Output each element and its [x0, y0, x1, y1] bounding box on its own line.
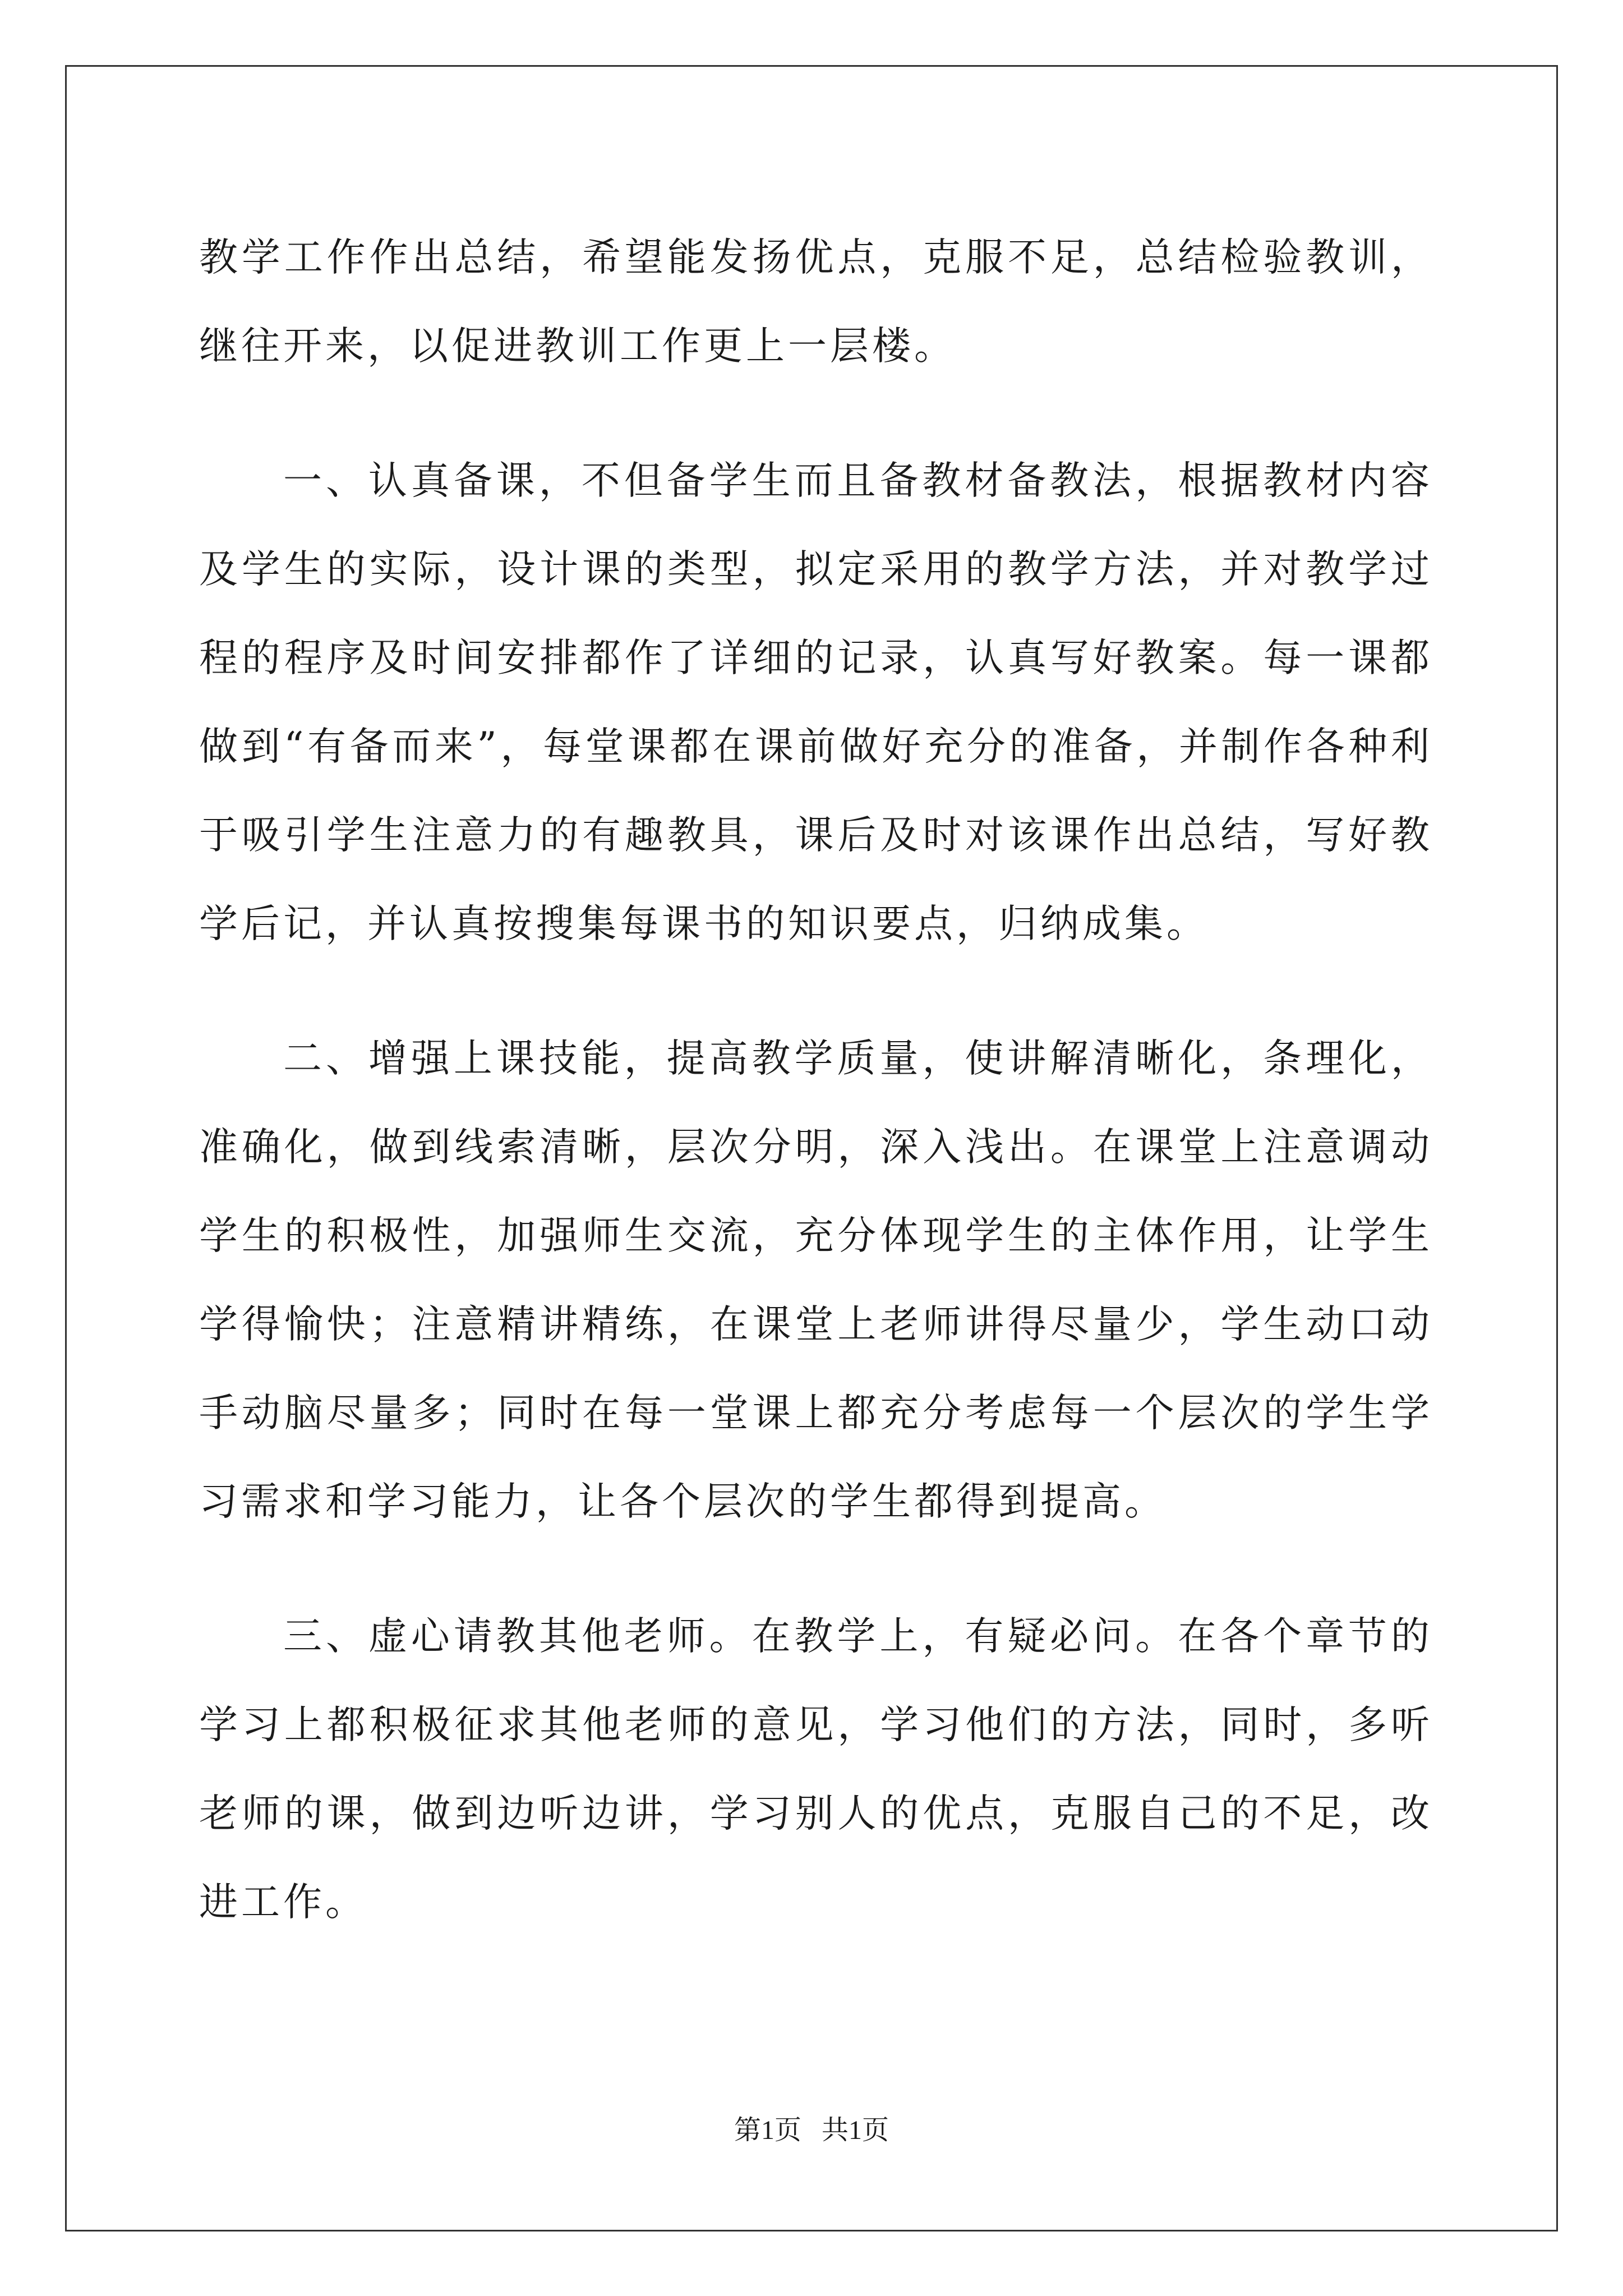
- page-number-footer: 第1页 共1页: [734, 2115, 889, 2145]
- paragraph-intro: 教学工作作出总结，希望能发扬优点，克服不足，总结检验教训，继往开来，以促进教训工作更上一层楼。: [199, 235, 1433, 369]
- paragraph-section-3: 三、虚心请教其他老师。在教学上，有疑必问。在各个章节的学习上都积极征求其他老师的意见，学习他们的方法，同时，多听老师的课，做到边听边讲，学习别人的优点，克服自己的不足，改进工作。: [199, 1614, 1433, 1925]
- paragraph-section-1: 一、认真备课，不但备学生而且备教材备教法，根据教材内容及学生的实际，设计课的类型，拟定采用的教学方法，并对教学过程的程序及时间安排都作了详细的记录，认真写好教案。每一课都做到“有备而来”，每堂课都在课前做好充分的准备，并制作各种利于吸引学生注意力的有趣教具，课后及时对该课作出总结，写好教学后记，并认真按搜集每课书的知识要点，归纳成集。: [199, 458, 1433, 946]
- paragraph-section-2: 二、增强上课技能，提高教学质量，使讲解清晰化，条理化，准确化，做到线索清晰，层次分明，深入浅出。在课堂上注意调动学生的积极性，加强师生交流，充分体现学生的主体作用，让学生学得愉快；注意精讲精练，在课堂上老师讲得尽量少，学生动口动手动脑尽量多；同时在每一堂课上都充分考虑每一个层次的学生学习需求和学习能力，让各个层次的学生都得到提高。: [199, 1036, 1433, 1524]
- document-body: [199, 213, 1433, 1993]
